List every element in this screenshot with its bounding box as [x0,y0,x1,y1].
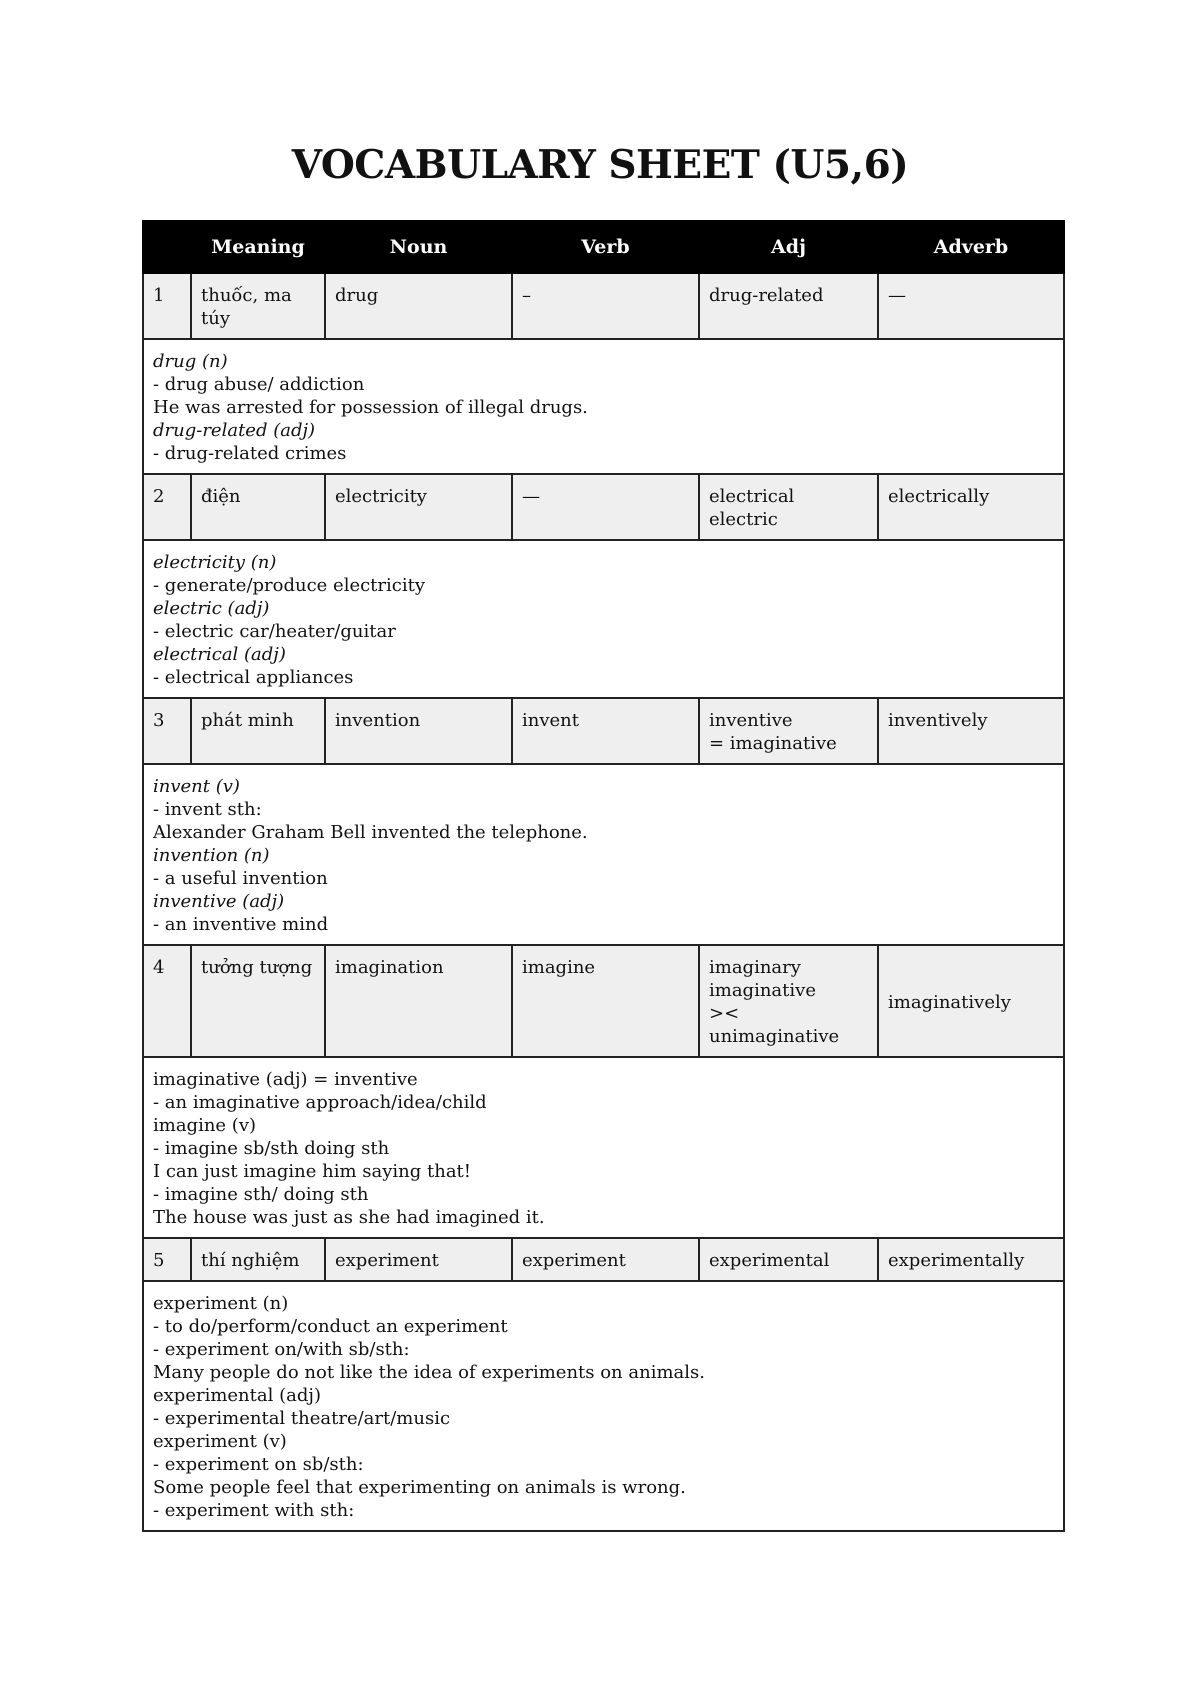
entry-adverb: inventively [878,698,1064,764]
entry-notes [143,1281,1064,1531]
adj-form: drug-related [709,285,824,306]
entry-notes [143,1057,1064,1238]
entry-adj [699,273,878,339]
entry-notes [143,540,1064,698]
adj-form: = imaginative [709,733,837,754]
entry-meaning: phát minh [191,698,325,764]
header-noun: Noun [325,221,512,273]
header-verb: Verb [512,221,699,273]
notes-row [143,540,1064,698]
note-line: - experiment on sb/sth: [153,1454,364,1475]
entry-notes [143,764,1064,945]
word-row [143,1238,1064,1281]
notes-row [143,764,1064,945]
note-line: experiment (n) [153,1293,289,1314]
note-line: - to do/perform/conduct an experiment [153,1316,508,1337]
entry-noun: invention [325,698,512,764]
note-line: invention (n) [153,845,270,866]
entry-meaning: tưởng tượng [191,945,325,1057]
note-line: - electric car/heater/guitar [153,621,396,642]
header-meaning: Meaning [191,221,325,273]
entry-noun: imagination [325,945,512,1057]
note-line: He was arrested for possession of illegal drugs. [153,397,588,418]
notes-row [143,1057,1064,1238]
entry-adj [699,474,878,540]
note-line: - generate/produce electricity [153,575,426,596]
word-row [143,945,1064,1057]
word-row [143,474,1064,540]
adj-form: imaginative [709,980,816,1001]
entry-verb: – [512,273,699,339]
entry-adj [699,1238,878,1281]
note-line: Some people feel that experimenting on animals is wrong. [153,1477,686,1498]
note-line: experimental (adj) [153,1385,321,1406]
entry-adj [699,698,878,764]
entry-meaning: điện [191,474,325,540]
entry-notes [143,339,1064,474]
entry-adverb: imaginatively [878,945,1064,1057]
note-line: invent (v) [153,776,240,797]
note-line: - experiment on/with sb/sth: [153,1339,410,1360]
note-line: - imagine sth/ doing sth [153,1184,369,1205]
entry-verb: invent [512,698,699,764]
entry-number: 1 [143,273,191,339]
note-line: - a useful invention [153,868,328,889]
entry-verb: imagine [512,945,699,1057]
adj-form: inventive [709,710,793,731]
header-adverb: Adverb [878,221,1064,273]
adj-form: electric [709,509,778,530]
note-line: - invent sth: [153,799,262,820]
note-line: drug (n) [153,351,228,372]
note-line: imagine (v) [153,1115,257,1136]
page-title: VOCABULARY SHEET (U5,6) [291,142,909,188]
adj-form: imaginary [709,957,801,978]
entry-noun: drug [325,273,512,339]
note-line: electric (adj) [153,598,270,619]
note-line: The house was just as she had imagined it. [153,1207,545,1228]
note-line: - experiment with sth: [153,1500,355,1521]
word-row [143,273,1064,339]
entry-adverb: electrically [878,474,1064,540]
note-line: Alexander Graham Bell invented the telephone. [153,822,588,843]
adj-form: electrical [709,486,795,507]
note-line: electrical (adj) [153,644,286,665]
adj-form: unimaginative [709,1026,840,1047]
note-line: - imagine sb/sth doing sth [153,1138,390,1159]
entry-noun: experiment [325,1238,512,1281]
entry-verb: — [512,474,699,540]
word-row [143,698,1064,764]
note-line: Many people do not like the idea of experiments on animals. [153,1362,705,1383]
vocabulary-body [143,273,1064,1531]
note-line: experiment (v) [153,1431,287,1452]
entry-number: 3 [143,698,191,764]
note-line: inventive (adj) [153,891,285,912]
entry-adverb: — [878,273,1064,339]
header-number [143,221,191,273]
entry-meaning: thuốc, ma túy [191,273,325,339]
note-line: - experimental theatre/art/music [153,1408,451,1429]
vocabulary-table [142,220,1065,1532]
entry-noun: electricity [325,474,512,540]
note-line: imaginative (adj) = inventive [153,1069,418,1090]
table-header-row [143,221,1064,273]
note-line: - drug abuse/ addiction [153,374,365,395]
adj-form: experimental [709,1250,830,1271]
note-line: - an inventive mind [153,914,329,935]
entry-meaning: thí nghiệm [191,1238,325,1281]
note-line: electricity (n) [153,552,277,573]
entry-number: 4 [143,945,191,1057]
entry-adj [699,945,878,1057]
entry-number: 2 [143,474,191,540]
entry-verb: experiment [512,1238,699,1281]
notes-row [143,339,1064,474]
adj-form: >< [709,1003,740,1024]
notes-row [143,1281,1064,1531]
entry-number: 5 [143,1238,191,1281]
note-line: drug-related (adj) [153,420,316,441]
note-line: - electrical appliances [153,667,354,688]
note-line: I can just imagine him saying that! [153,1161,472,1182]
note-line: - drug-related crimes [153,443,347,464]
note-line: - an imaginative approach/idea/child [153,1092,487,1113]
header-adj: Adj [699,221,878,273]
entry-adverb: experimentally [878,1238,1064,1281]
